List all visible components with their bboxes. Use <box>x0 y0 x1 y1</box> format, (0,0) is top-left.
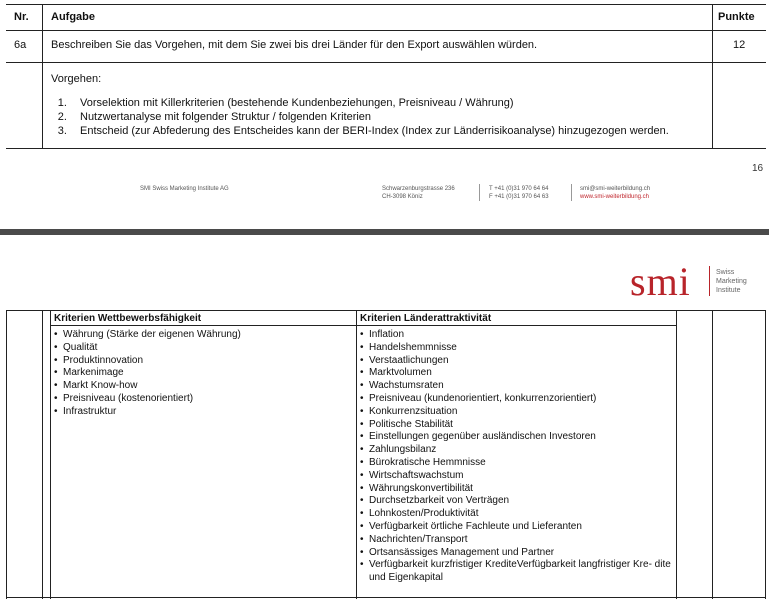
footer-org: SMI Swiss Marketing Institute AG <box>140 186 229 192</box>
list-item: • Nachrichten/Transport <box>360 534 674 547</box>
logo-subtitle: Swiss Marketing Institute <box>716 269 747 294</box>
footer-web: www.smi-weiterbildung.ch <box>580 194 650 200</box>
list-item: • Inflation <box>360 329 674 342</box>
list-item: • Qualität <box>54 342 241 355</box>
list-item: • Bürokratische Hemmnisse <box>360 457 674 470</box>
list-item: • Infrastruktur <box>54 406 241 419</box>
list-item: • Lohnkosten/Produktivität <box>360 508 674 521</box>
page-number: 16 <box>752 163 764 174</box>
list-item: • Wirtschaftswachstum <box>360 470 674 483</box>
list-item: • Verfügbarkeit örtliche Fachleute und Lieferanten <box>360 521 674 534</box>
task-question: Beschreiben Sie das Vorgehen, mit dem Sie zwei bis drei Länder für den Export auswählen würden. <box>51 39 538 51</box>
footer-fax: F +41 (0)31 970 64 63 <box>489 194 549 200</box>
list-item: • Verstaatlichungen <box>360 355 674 368</box>
list-item: • Preisniveau (kundenorientiert, konkurrenzorientiert) <box>360 393 674 406</box>
list-item: • Preisniveau (kostenorientiert) <box>54 393 241 406</box>
footer-street: Schwarzenburgstrasse 236 <box>382 186 455 192</box>
logo-wordmark: smi <box>630 259 691 304</box>
laender-list <box>360 329 674 585</box>
wettbewerb-list <box>54 329 241 419</box>
list-item: • Zahlungsbilanz <box>360 444 674 457</box>
vorgehen-label: Vorgehen: <box>51 73 102 85</box>
footer-city: CH-3098 Köniz <box>382 194 423 200</box>
footer-phone: T +41 (0)31 970 64 64 <box>489 186 549 192</box>
step-item: 1. Vorselektion mit Killerkriterien (bestehende Kundenbeziehungen, Preisniveau / Währung) <box>70 96 669 110</box>
header-aufgabe: Aufgabe <box>51 11 95 23</box>
page-divider <box>0 229 769 235</box>
step-item: 3. Entscheid (zur Abfederung des Entscheides kann der BERI-Index (Index zur Länderrisikoanalyse) hinzugezogen werden. <box>70 124 669 138</box>
col-header-wettbewerb: Kriterien Wettbewerbsfähigkeit <box>54 313 202 324</box>
header-nr: Nr. <box>14 11 29 23</box>
list-item: • Ortsansässiges Management und Partner <box>360 547 674 560</box>
list-item: • Konkurrenzsituation <box>360 406 674 419</box>
list-item: • Handelshemmnisse <box>360 342 674 355</box>
col-header-laender: Kriterien Länderattraktivität <box>360 313 492 324</box>
steps-list <box>50 96 669 138</box>
header-punkte: Punkte <box>718 11 755 23</box>
list-item: • Marktvolumen <box>360 367 674 380</box>
list-item: • Währungskonvertibilität <box>360 483 674 496</box>
list-item: • Einstellungen gegenüber ausländischen Investoren <box>360 431 674 444</box>
step-item: 2. Nutzwertanalyse mit folgender Struktur / folgenden Kriterien <box>70 110 669 124</box>
task-number: 6a <box>14 39 27 51</box>
list-item: • Wachstumsraten <box>360 380 674 393</box>
list-item: • Währung (Stärke der eigenen Währung) <box>54 329 241 342</box>
list-item: • Politische Stabilität <box>360 419 674 432</box>
list-item: • Durchsetzbarkeit von Verträgen <box>360 495 674 508</box>
list-item: • Markenimage <box>54 367 241 380</box>
list-item: • Verfügbarkeit kurzfristiger KrediteVerfügbarkeit langfristiger Kre- dite und Eigenkapital <box>360 559 674 585</box>
task-points: 12 <box>733 39 746 51</box>
list-item: • Markt Know-how <box>54 380 241 393</box>
list-item: • Produktinnovation <box>54 355 241 368</box>
footer-email: smi@smi-weiterbildung.ch <box>580 186 651 192</box>
